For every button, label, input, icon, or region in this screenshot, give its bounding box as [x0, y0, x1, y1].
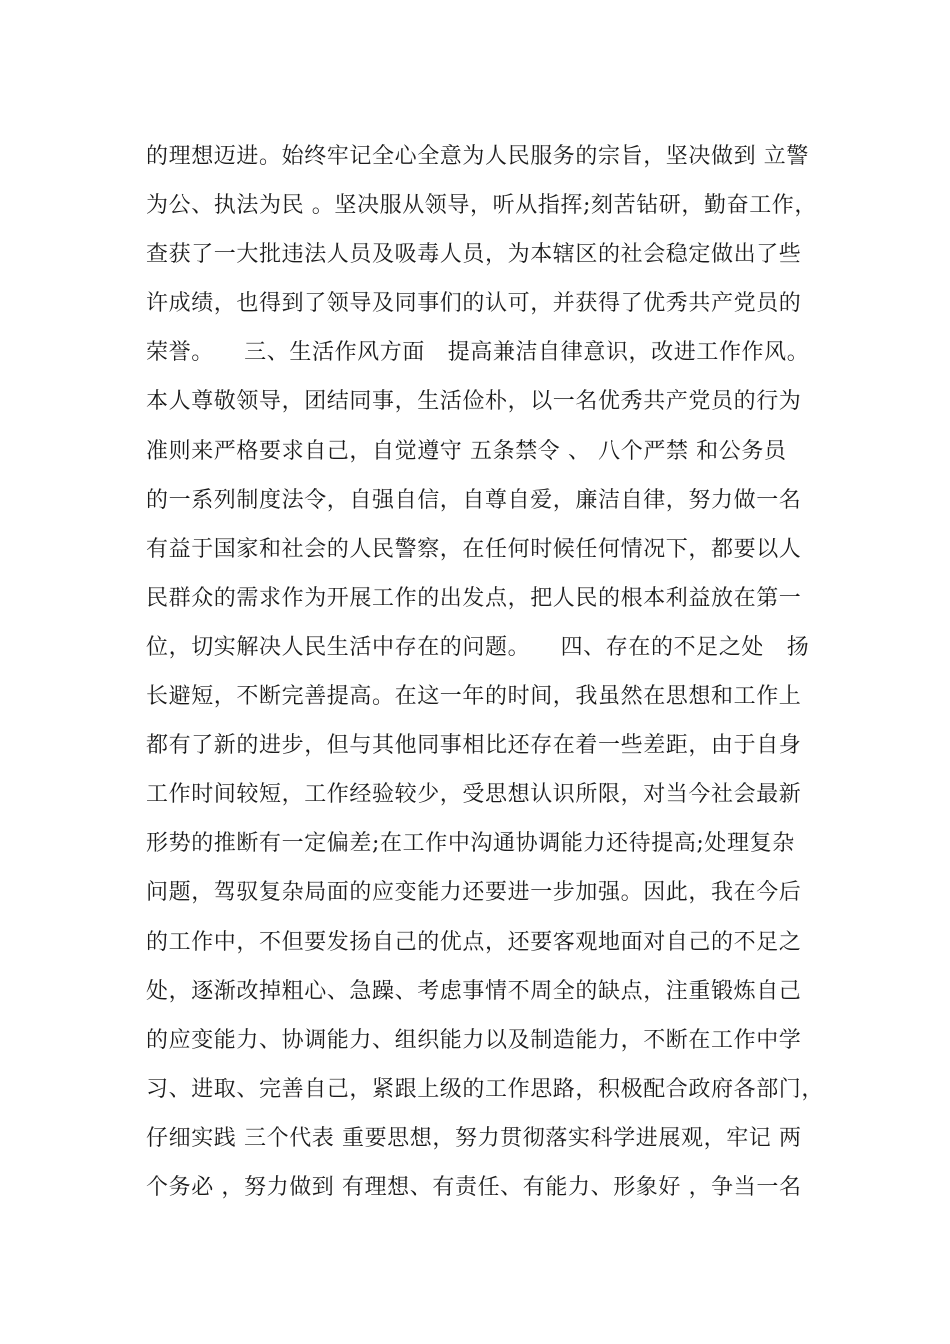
text-line: 民群众的需求作为开展工作的出发点，把人民的根本利益放在第一: [146, 585, 802, 611]
text-line: 的理想迈进。始终牢记全心全意为人民服务的宗旨，坚决做到 立警: [146, 144, 809, 169]
text-line: 查获了一大批违法人员及吸毒人员，为本辖区的社会稳定做出了些: [146, 242, 802, 268]
text-line: 的一系列制度法令，自强自信，自尊自爱，廉洁自律，努力做一名: [146, 487, 802, 513]
text-line: 长避短，不断完善提高。在这一年的时间，我虽然在思想和工作上: [146, 684, 802, 710]
text-line: 准则来严格要求自己，自觉遵守 五条禁令 、 八个严禁 和公务员: [146, 438, 787, 464]
text-line: 荣誉。 三、生活作风方面 提高兼洁自律意识，改进工作作风。: [146, 340, 810, 366]
text-line: 仔细实践 三个代表 重要思想，努力贯彻落实科学进展观，牢记 两: [146, 1125, 802, 1151]
text-line: 的工作中，不但要发扬自己的优点，还要客观地面对自己的不足之: [146, 929, 802, 955]
text-line: 处，逐渐改掉粗心、急躁、考虑事情不周全的缺点，注重锻炼自己: [146, 978, 802, 1004]
text-line: 形势的推断有一定偏差;在工作中沟通协调能力还待提高;处理复杂: [146, 831, 795, 857]
text-line: 有益于国家和社会的人民警察，在任何时候任何情况下，都要以人: [146, 536, 802, 562]
text-line: 个务必 ，努力做到 有理想、有责任、有能力、形象好 ，争当一名: [146, 1174, 802, 1200]
text-line: 本人尊敬领导，团结同事，生活俭朴，以一名优秀共产党员的行为: [146, 389, 802, 415]
text-line: 许成绩，也得到了领导及同事们的认可，并获得了优秀共产党员的: [146, 291, 802, 317]
text-line: 工作时间较短，工作经验较少，受思想认识所限，对当今社会最新: [146, 782, 802, 808]
text-line: 位，切实解决人民生活中存在的问题。 四、存在的不足之处 扬: [146, 634, 810, 660]
document-body-text: [146, 132, 846, 1212]
text-line: 的应变能力、协调能力、组织能力以及制造能力，不断在工作中学: [146, 1027, 802, 1053]
text-line: 为公、执法为民 。坚决服从领导，听从指挥;刻苦钻研，勤奋工作，: [146, 193, 818, 219]
text-line: 问题，驾驭复杂局面的应变能力还要进一步加强。因此，我在今后: [146, 880, 802, 906]
text-line: 习、进取、完善自己，紧跟上级的工作思路，积极配合政府各部门，: [146, 1076, 825, 1102]
text-line: 都有了新的进步，但与其他同事相比还存在着一些差距，由于自身: [146, 733, 802, 759]
